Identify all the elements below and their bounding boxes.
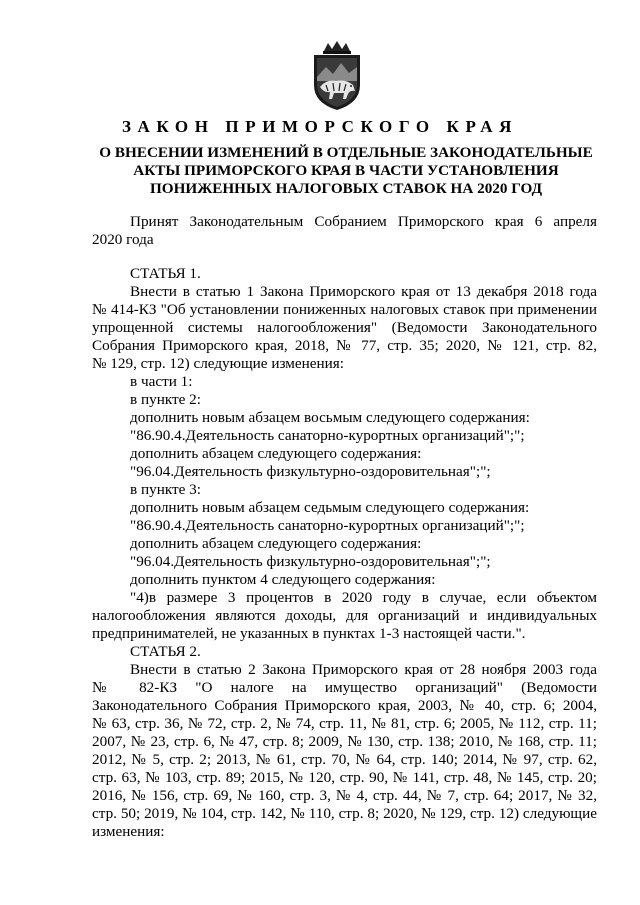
article-line: в пункте 3: bbox=[130, 481, 201, 498]
adoption-note bbox=[92, 213, 597, 249]
article-line: дополнить пунктом 4 следующего содержания: bbox=[130, 571, 436, 588]
article-1 bbox=[92, 265, 597, 643]
article-line: дополнить новым абзацем восьмым следующего содержания: bbox=[130, 409, 530, 426]
article-line: "86.90.4.Деятельность санаторно-курортных организаций";"; bbox=[130, 517, 525, 534]
article-line: "96.04.Деятельность физкультурно-оздоровительная";"; bbox=[130, 463, 491, 480]
article-heading: СТАТЬЯ 1. bbox=[130, 265, 201, 282]
article-line: 2012, № 5, стр. 2; 2013, № 61, стр. 70, № 64, стр. 140; 2014, № 97, стр. 62, bbox=[92, 751, 597, 768]
law-title: ЗАКОН ПРИМОРСКОГО КРАЯ bbox=[121, 117, 519, 136]
article-line: 2007, № 23, стр. 6, № 47, стр. 8; 2009, № 130, стр. 138; 2010, № 168, стр. 11; bbox=[92, 733, 597, 750]
coat-of-arms-icon bbox=[306, 41, 368, 111]
article-line: "86.90.4.Деятельность санаторно-курортных организаций";"; bbox=[130, 427, 525, 444]
law-subtitle bbox=[92, 144, 600, 198]
article-line: дополнить абзацем следующего содержания: bbox=[130, 445, 422, 462]
article-line: в пункте 2: bbox=[130, 391, 201, 408]
article-line: дополнить абзацем следующего содержания: bbox=[130, 535, 422, 552]
article-line: № 129, стр. 12) следующие изменения: bbox=[92, 355, 344, 372]
article-line: "96.04.Деятельность физкультурно-оздоровительная";"; bbox=[130, 553, 491, 570]
article-line: № 63, стр. 36, № 72, стр. 2, № 74, стр. 11, № 81, стр. 6; 2005, № 112, стр. 11; bbox=[92, 715, 597, 732]
article-line: стр. 50; 2019, № 104, стр. 142, № 110, стр. 8; 2020, № 129, стр. 12) следующие bbox=[92, 805, 597, 822]
article-line: Внести в статью 2 Закона Приморского края от 28 ноября 2003 года bbox=[130, 661, 597, 678]
subtitle-line: О ВНЕСЕНИИ ИЗМЕНЕНИЙ В ОТДЕЛЬНЫЕ ЗАКОНОДАТЕЛЬНЫЕ bbox=[99, 144, 593, 161]
article-line: № 414-КЗ "Об установлении пониженных налоговых ставок при применении bbox=[92, 301, 597, 318]
article-line: предпринимателей, не указанных в пунктах 1-3 настоящей части.". bbox=[92, 625, 526, 642]
article-line: упрощенной системы налогообложения" (Ведомости Законодательного bbox=[92, 319, 597, 336]
article-line: в части 1: bbox=[130, 373, 193, 390]
article-2 bbox=[92, 643, 597, 841]
adoption-line: 2020 года bbox=[92, 231, 154, 248]
article-line: стр. 63, № 103, стр. 89; 2015, № 120, стр. 90, № 141, стр. 48, № 145, стр. 20; bbox=[92, 769, 597, 786]
article-line: № 82-КЗ "О налоге на имущество организаций" (Ведомости bbox=[92, 679, 597, 696]
article-line: "4)в размере 3 процентов в 2020 году в случае, если объектом bbox=[130, 589, 597, 606]
article-heading: СТАТЬЯ 2. bbox=[130, 643, 201, 660]
article-line: Внести в статью 1 Закона Приморского края от 13 декабря 2018 года bbox=[130, 283, 597, 300]
adoption-line: Принят Законодательным Собранием Приморского края 6 апреля bbox=[130, 213, 597, 230]
subtitle-line: АКТЫ ПРИМОРСКОГО КРАЯ В ЧАСТИ УСТАНОВЛЕНИЯ bbox=[133, 162, 559, 179]
article-line: налогообложения являются доходы, для организаций и индивидуальных bbox=[92, 607, 597, 624]
article-line: Законодательного Собрания Приморского края, 2003, № 40, стр. 6; 2004, bbox=[92, 697, 597, 714]
article-line: Собрания Приморского края, 2018, № 77, стр. 35; 2020, № 121, стр. 82, bbox=[92, 337, 597, 354]
article-line: 2016, № 156, стр. 69, № 160, стр. 3, № 4, стр. 44, № 7, стр. 64; 2017, № 32, bbox=[92, 787, 597, 804]
article-line: дополнить новым абзацем седьмым следующего содержания: bbox=[130, 499, 530, 516]
subtitle-line: ПОНИЖЕННЫХ НАЛОГОВЫХ СТАВОК НА 2020 ГОД bbox=[149, 180, 543, 197]
article-line: изменения: bbox=[92, 823, 165, 840]
